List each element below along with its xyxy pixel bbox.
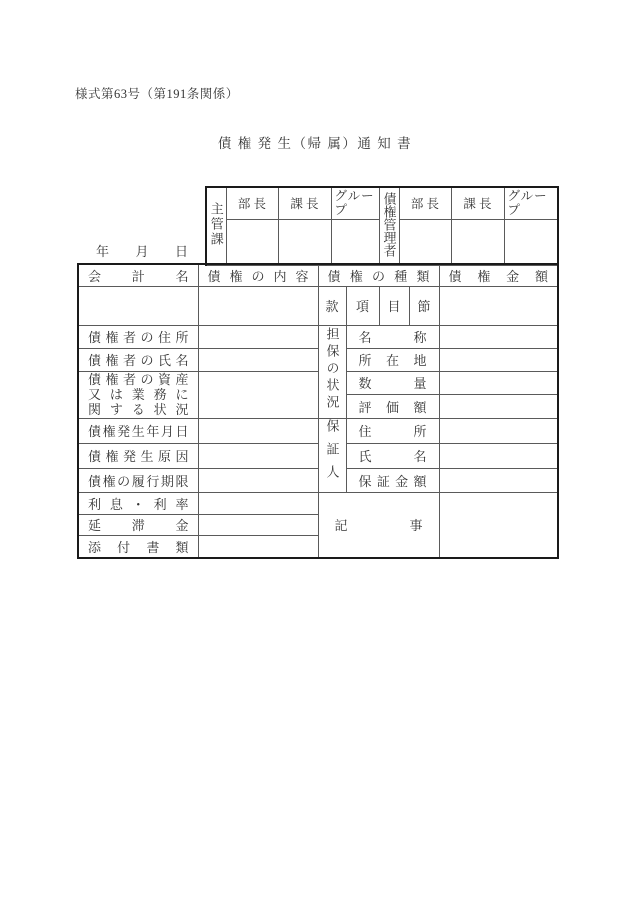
label-occurrence-cause: 債 権 発 生 原 因 bbox=[78, 443, 198, 468]
label-occurrence-date: 債権発生年月日 bbox=[78, 418, 198, 443]
field-occurrence-cause[interactable] bbox=[198, 443, 318, 468]
field-debtor-name[interactable] bbox=[198, 348, 318, 371]
page-title: 債 権 発 生（帰 属）通 知 書 bbox=[217, 136, 413, 151]
label-collateral-value: 評 価 額 bbox=[346, 394, 439, 418]
collateral-status-vertical-label: 担保の状況 bbox=[324, 327, 340, 412]
label-debtor-assets-line2: 又 は 業 務 に bbox=[88, 386, 189, 402]
approval-debt-manager-label: 債権管理者 bbox=[381, 191, 397, 257]
label-debtor-name: 債 権 者 の 氏 名 bbox=[78, 348, 198, 371]
approval-debt-manager-header bbox=[379, 187, 399, 265]
field-notes[interactable] bbox=[439, 492, 558, 558]
field-guarantee-amount[interactable] bbox=[439, 468, 558, 492]
field-account-name[interactable] bbox=[78, 286, 198, 325]
approval-col-bucho-2: 部 長 bbox=[399, 187, 451, 219]
header-budget-ko: 項 bbox=[346, 286, 379, 325]
label-notes: 記 事 bbox=[318, 492, 439, 558]
stamp-cell-bucho-2[interactable] bbox=[399, 219, 451, 265]
label-debtor-assets-line3: 関 す る 状 況 bbox=[88, 402, 189, 418]
field-debt-amount[interactable] bbox=[439, 286, 558, 325]
date-month-label: 月 bbox=[135, 244, 149, 259]
label-debtor-address: 債 権 者 の 住 所 bbox=[78, 325, 198, 348]
approval-col-bucho-1: 部 長 bbox=[226, 187, 278, 219]
label-attachments: 添 付 書 類 bbox=[78, 535, 198, 558]
approval-supervising-section-header bbox=[206, 187, 226, 265]
field-occurrence-date[interactable] bbox=[198, 418, 318, 443]
label-debtor-assets bbox=[78, 371, 198, 418]
date-line bbox=[96, 241, 188, 260]
field-late-fee[interactable] bbox=[198, 514, 318, 535]
field-debtor-address[interactable] bbox=[198, 325, 318, 348]
stamp-cell-bucho-1[interactable] bbox=[226, 219, 278, 265]
header-budget-moku: 目 bbox=[379, 286, 409, 325]
main-form-table bbox=[77, 263, 559, 559]
guarantor-vertical-label: 保証人 bbox=[324, 418, 340, 488]
approval-col-kacho-2: 課 長 bbox=[451, 187, 504, 219]
header-debt-category: 債 権 の 種 類 bbox=[318, 264, 439, 286]
field-collateral-value[interactable] bbox=[439, 394, 558, 418]
header-account-name: 会 計 名 bbox=[78, 264, 198, 286]
field-collateral-name[interactable] bbox=[439, 325, 558, 348]
label-collateral-quantity: 数 量 bbox=[346, 371, 439, 394]
stamp-cell-kacho-1[interactable] bbox=[278, 219, 331, 265]
approval-col-kacho-1: 課 長 bbox=[278, 187, 331, 219]
label-guarantor bbox=[318, 418, 346, 492]
approval-col-group-2: グループ bbox=[504, 187, 558, 219]
stamp-cell-kacho-2[interactable] bbox=[451, 219, 504, 265]
date-year-label: 年 bbox=[96, 244, 110, 259]
label-guarantor-address: 住 所 bbox=[346, 418, 439, 443]
approval-col-group-1: グループ bbox=[331, 187, 379, 219]
approval-supervising-section-label: 主管課 bbox=[208, 201, 224, 247]
label-interest-rate: 利 息 ・ 利 率 bbox=[78, 492, 198, 514]
label-guarantee-amount: 保 証 金 額 bbox=[346, 468, 439, 492]
header-debt-content: 債 権 の 内 容 bbox=[198, 264, 318, 286]
field-performance-deadline[interactable] bbox=[198, 468, 318, 492]
label-performance-deadline: 債権の履行期限 bbox=[78, 468, 198, 492]
label-collateral-name: 名 称 bbox=[346, 325, 439, 348]
header-budget-kan: 款 bbox=[318, 286, 346, 325]
date-day-label: 日 bbox=[174, 244, 188, 259]
field-debt-content[interactable] bbox=[198, 286, 318, 325]
field-collateral-location[interactable] bbox=[439, 348, 558, 371]
label-debtor-assets-line1: 債 権 者 の 資 産 bbox=[88, 371, 189, 387]
field-debtor-assets[interactable] bbox=[198, 371, 318, 418]
label-collateral-location: 所 在 地 bbox=[346, 348, 439, 371]
stamp-cell-group-1[interactable] bbox=[331, 219, 379, 265]
stamp-cell-group-2[interactable] bbox=[504, 219, 558, 265]
form-number: 様式第63号（第191条関係） bbox=[75, 87, 239, 101]
field-guarantor-name[interactable] bbox=[439, 443, 558, 468]
header-budget-setsu: 節 bbox=[409, 286, 439, 325]
approval-stamp-table bbox=[205, 186, 559, 266]
field-guarantor-address[interactable] bbox=[439, 418, 558, 443]
field-interest-rate[interactable] bbox=[198, 492, 318, 514]
label-collateral-status bbox=[318, 325, 346, 418]
label-late-fee: 延 滞 金 bbox=[78, 514, 198, 535]
header-debt-amount: 債 権 金 額 bbox=[439, 264, 558, 286]
field-collateral-quantity[interactable] bbox=[439, 371, 558, 394]
label-guarantor-name: 氏 名 bbox=[346, 443, 439, 468]
field-attachments[interactable] bbox=[198, 535, 318, 558]
